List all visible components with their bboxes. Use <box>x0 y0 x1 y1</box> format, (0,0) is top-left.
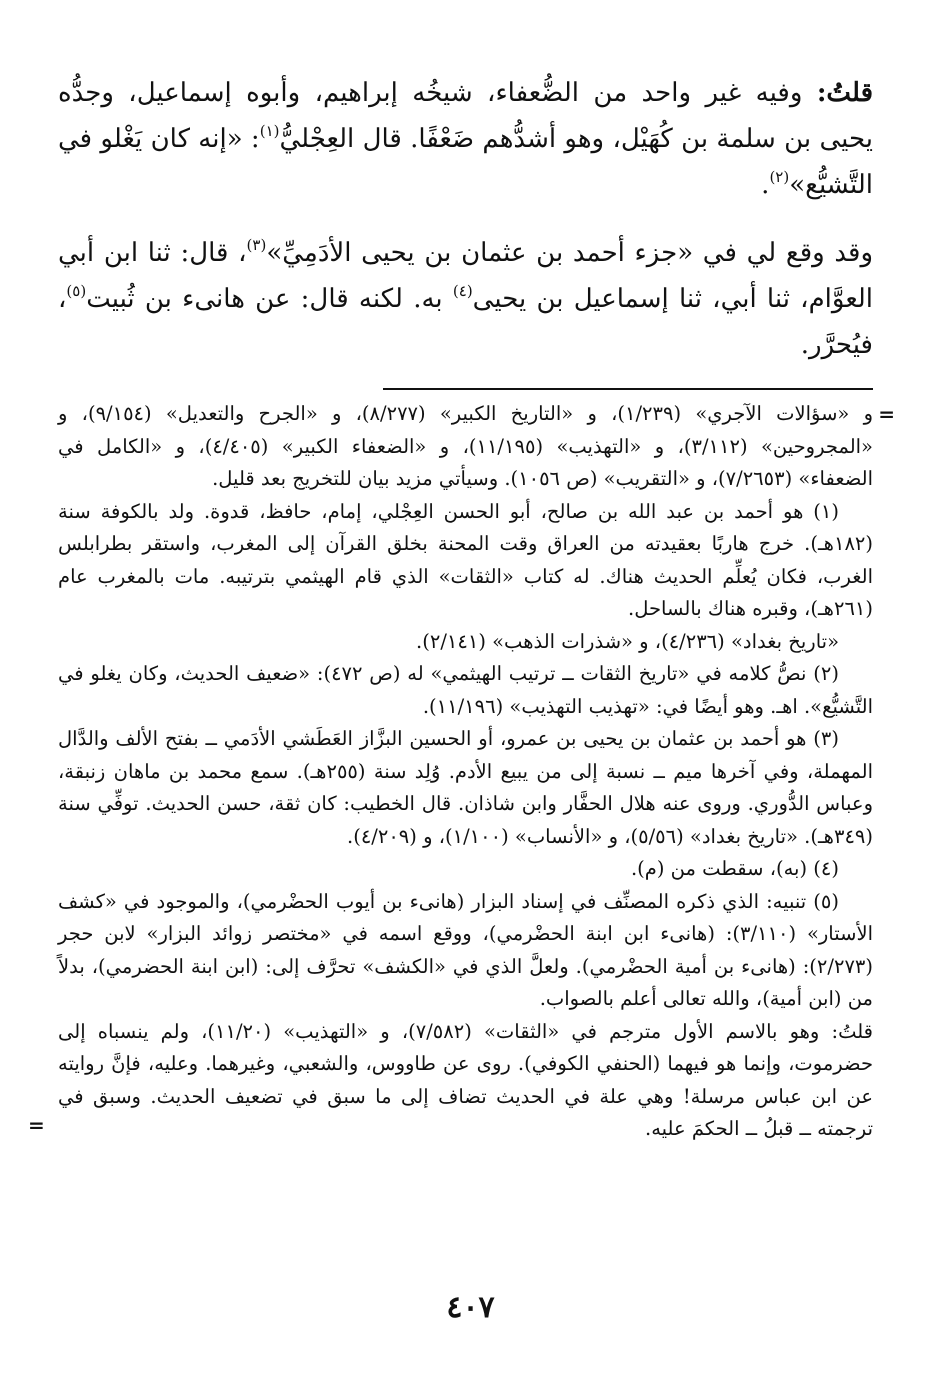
footnote-4: (٤) (به)، سقطت من (م). <box>630 857 839 880</box>
main-text-run: : «إنه كان يَغْلو في التَّشيُّع» <box>58 124 873 200</box>
main-text-run: ، قال: ثنا ابن أبي العوَّام، ثنا أبي، ثنا إسماعيل بن يحيى <box>58 238 874 314</box>
footnotes <box>28 398 895 1146</box>
footnote-continuation-text: و «سؤالات الآجري» (١/٢٣٩)، و «التاريخ الكبير» (٨/٢٧٧)، و «الجرح والتعديل» (٩/١٥٤)، و «المجروحين» (٣/١١٢)، و «التهذيب» (١١/١٩٥)، و «الضعفاء الكبير» (٤/٤٠٥)، و «الكامل في الضعفاء» (٧/٢٦٥٣)، و «التقريب» (ص ١٠٥٦). وسيأتي مزيد بيان للتخريج بعد قليل. <box>58 402 873 490</box>
main-text-run: ، فيُحرَّر. <box>58 284 873 360</box>
continuation-mark: = <box>878 402 895 426</box>
footnote-5-comment <box>28 1016 873 1146</box>
footnote-divider <box>383 388 873 390</box>
footnote-2: (٢) نصُّ كلامه في «تاريخ الثقات ــ ترتيب الهيثمي» له (ص ٤٧٢): «ضعيف الحديث، وكان يغلو في التَّشيُّع». اهـ. وهو أيضًا في: «تهذيب التهذيب» (١١/١٩٦). <box>58 662 873 718</box>
footnote-3: (٣) هو أحمد بن عثمان بن يحيى بن عمرو، أو الحسين البزَّاز العَطَشي الأدَمي ــ بفتح الألف والدَّال المهملة، وفي آخرها ميم ــ نسبة إلى من يبيع الأدم. وُلِد سنة (٢٥٥هـ). سمع محمد بن ماهان زنبقة، وعباس الدُّوري. وروى عنه هلال الحفَّار وابن شاذان. قال الخطيب: كان ثقة، حسن الحديث. توفِّي سنة (٣٤٩هـ). «تاريخ بغداد» (٥/٥٦)، و «الأنساب» (١/١٠٠)، و (٤/٢٠٩). <box>58 727 873 848</box>
footnote-1-sources: «تاريخ بغداد» (٤/٢٣٦)، و «شذرات الذهب» (٢/١٤١). <box>416 629 839 653</box>
footnote-ref-1: (١) <box>259 122 280 140</box>
footnote-1: (١) هو أحمد بن عبد الله بن صالح، أبو الحسن العِجْلي، إمام، حافظ، قدوة. ولد بالكوفة سنة (١٨٢هـ). خرج هاربًا بعقيدته من العراق وقت المحنة بخلق القرآن إلى المغرب، واستقر بطرابلس الغرب، فكان يُعلِّم الحديث هناك. له كتاب «الثقات» الذي قام الهيثمي بترتيبه. مات بالمغرب عام (٢٦١هـ)، وقبره هناك بالساحل. <box>58 499 873 620</box>
footnote-ref-3: (٣) <box>246 236 267 254</box>
main-text-run: . <box>761 170 770 200</box>
main-text <box>58 70 873 368</box>
footnote-5: (٥) تنبيه: الذي ذكره المصنِّف في إسناد البزار (هانىء بن أيوب الحضْرمي)، والموجود في «كشف الأستار» (٣/١١٠): (هانىء ابن ابنة الحضْرمي)، ووقع اسمه في «مختصر زوائد البزار» لابن حجر (٢/٢٧٣): (هانىء بن أمية الحضْرمي). ولعلَّ الذي في «الكشف» تحرَّف إلى: (ابن ابنة الحضرمي)، بدلاً من (ابن أمية)، والله تعالى أعلم بالصواب. <box>58 889 873 1010</box>
book-page <box>28 70 895 1146</box>
footnote-5-comment-text: قلتُ: وهو بالاسم الأول مترجم في «الثقات» (٧/٥٨٢)، و «التهذيب» (١١/٢٠)، ولم ينسباه إلى حضرموت، وإنما هو فيهما (الحنفي الكوفي). روى عن طاووس، والشعبي، وغيرهما. وعليه، فإنَّ روايته عن ابن عباس مرسلة! وهي علة في الحديث تضاف إلى ما سبق في تضعيف الحديث. وسبق في ترجمته ــ قبلُ ــ الحكمَ عليه. <box>58 1019 873 1140</box>
main-text-run: وفيه غير واحد من الضُّعفاء، شيخُه إبراهيم، وأبوه إسماعيل، وجدُّه يحيى بن سلمة بن كُهَيْل، وهو أشدُّهم ضَعْفًا. قال العِجْليُّ <box>58 78 874 154</box>
footnote-ref-2: (٢) <box>769 168 790 186</box>
footnote-ref-4: (٤) <box>452 282 473 300</box>
qultu-lead: قلتُ: <box>816 78 873 108</box>
main-paragraph-1 <box>58 70 873 208</box>
footnote-ref-5: (٥) <box>66 282 87 300</box>
main-text-run: به. لكنه قال: عن هانىء بن ثُبيت <box>86 284 453 314</box>
main-paragraph-2 <box>58 230 873 368</box>
footnote-continuation <box>58 398 895 496</box>
page-number: ٤٠٧ <box>446 1290 495 1325</box>
continued-mark: = <box>28 1113 45 1137</box>
main-text-run: وقد وقع لي في «جزء أحمد بن عثمان بن يحيى الأدَمِيِّ» <box>266 238 873 268</box>
